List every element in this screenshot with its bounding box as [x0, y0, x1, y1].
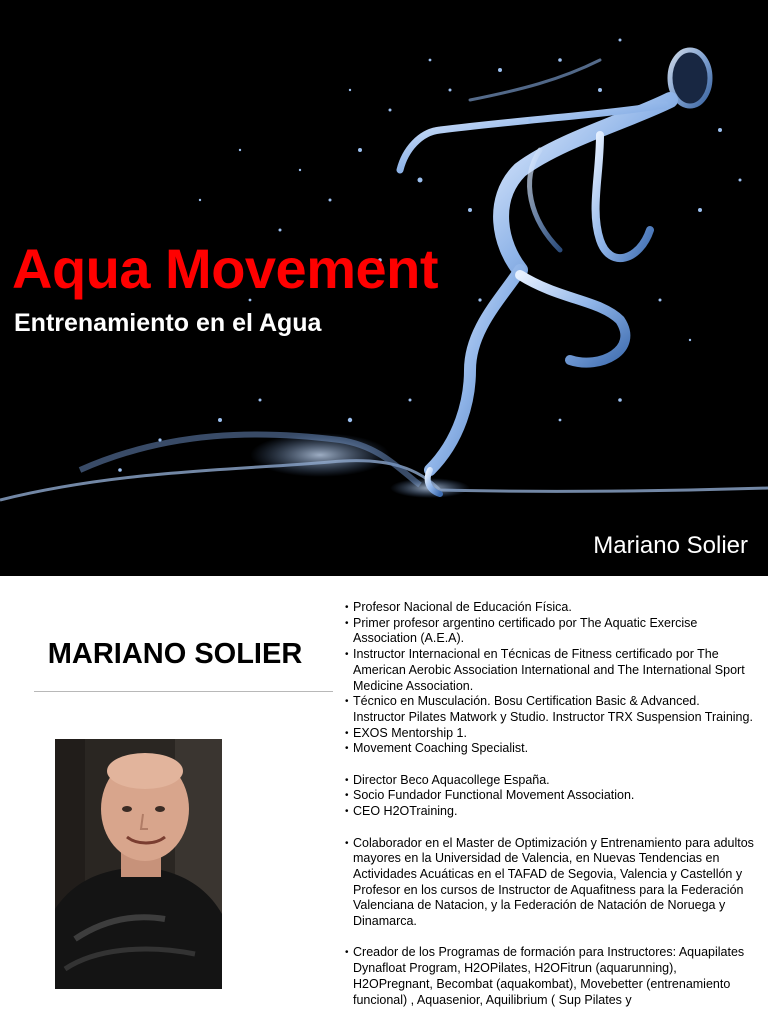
bio-item	[344, 741, 754, 757]
bio-page	[0, 576, 768, 1024]
bullet-icon: •	[345, 790, 349, 802]
bio-item-text: Colaborador en el Master de Optimización y Entrenamiento para adultos mayores en la Universidad de Valencia, en Nuevas Tendencias en Actividades Acuáticas en el TAFAD de Segovia, Valencia y Castellón y Profesor en los cursos de Instructor de Aquafitness para la Federación Valenciana de Natacion, y la Federación de Natación de Noruega y Dinamarca.	[353, 835, 754, 929]
bio-item-text: Creador de los Programas de formación para Instructores: Aquapilates Dynafloat Program, H2OPilates, H2OFitrun (aquarunning), H2OPregnant, Becombat (aquakombat), Movebetter (entrenamiento funcional) , Aquasenior, Aquilibrium ( Sup Pilates y	[353, 945, 745, 1007]
spray-trail	[0, 433, 768, 500]
bullet-icon: •	[345, 696, 349, 708]
bio-item-text: Socio Fundador Functional Movement Association.	[353, 788, 635, 803]
bio-item	[344, 647, 754, 694]
bio-item-text: CEO H2OTraining.	[353, 804, 458, 819]
bio-item	[344, 945, 754, 1008]
bio-item	[344, 726, 754, 742]
bio-item-text: Técnico en Musculación. Bosu Certification Basic & Advanced. Instructor Pilates Matwork y Studio. Instructor TRX Suspension Training.	[353, 694, 753, 724]
bullet-icon: •	[345, 947, 349, 959]
bullet-icon: •	[345, 806, 349, 818]
heading-divider	[34, 691, 333, 692]
bio-item	[344, 836, 754, 930]
bio-credentials-list	[344, 600, 754, 1008]
bio-item	[344, 616, 754, 647]
bio-item	[344, 694, 754, 725]
bio-item-text: Instructor Internacional en Técnicas de Fitness certificado por The American Aerobic Association International and The International Sport Medicine Association.	[353, 647, 745, 693]
bio-item	[344, 804, 754, 820]
cover-subtitle: Entrenamiento en el Agua	[14, 309, 322, 337]
bio-item	[344, 773, 754, 789]
bullet-icon: •	[345, 774, 349, 786]
bio-item-text: Director Beco Aquacollege España.	[353, 772, 550, 787]
bio-item-text: Profesor Nacional de Educación Física.	[353, 600, 572, 614]
bio-item	[344, 600, 754, 616]
bio-item-text: EXOS Mentorship 1.	[353, 725, 467, 740]
bio-item-text: Movement Coaching Specialist.	[353, 741, 529, 756]
bullet-icon: •	[345, 727, 349, 739]
bio-name-heading: MARIANO SOLIER	[47, 638, 303, 670]
bullet-icon: •	[345, 649, 349, 661]
bullet-icon: •	[345, 743, 349, 755]
runner-figure	[400, 50, 710, 494]
bullet-icon: •	[345, 837, 349, 849]
portrait-photo	[55, 739, 222, 989]
bio-item	[344, 788, 754, 804]
cover-author: Mariano Solier	[593, 532, 748, 559]
bullet-icon: •	[345, 602, 349, 613]
bullet-icon: •	[345, 617, 349, 629]
bio-item-text: Primer profesor argentino certificado por The Aquatic Exercise Association (A.E.A).	[353, 615, 698, 646]
cover-title: Aqua Movement	[12, 237, 438, 300]
